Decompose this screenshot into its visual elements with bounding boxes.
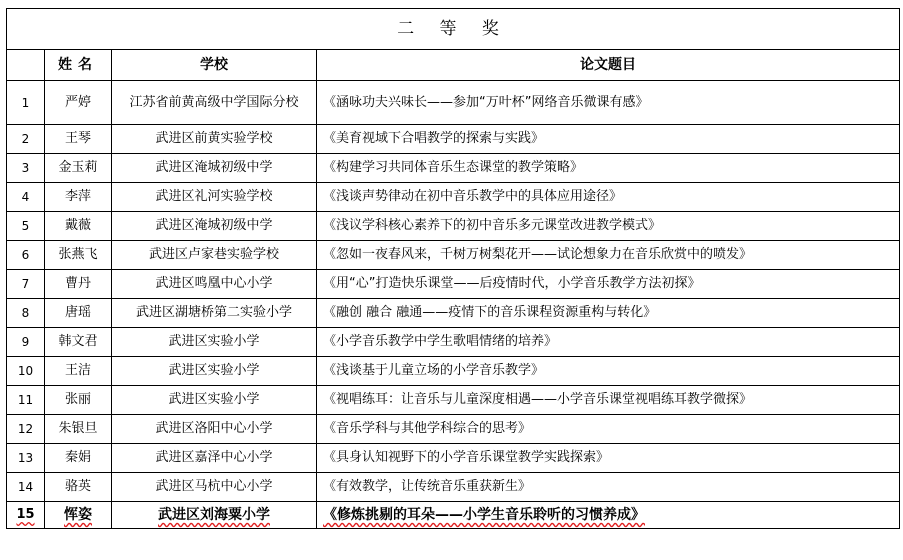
award-table [6, 8, 900, 529]
table-row [7, 154, 900, 183]
table-row [7, 444, 900, 473]
row-topic: 《忽如一夜春风来，千树万树梨花开——试论想象力在音乐欣赏中的喷发》 [317, 241, 900, 270]
row-school [112, 502, 317, 529]
row-number: 11 [7, 386, 45, 415]
row-number: 2 [7, 125, 45, 154]
row-name: 严婷 [45, 81, 112, 125]
row-name: 朱银旦 [45, 415, 112, 444]
row-name: 张丽 [45, 386, 112, 415]
row-number: 5 [7, 212, 45, 241]
table-row [7, 241, 900, 270]
row-topic: 《小学音乐教学中学生歌唱情绪的培养》 [317, 328, 900, 357]
row-school: 武进区鸣凰中心小学 [112, 270, 317, 299]
row-number: 14 [7, 473, 45, 502]
row-school: 武进区洛阳中心小学 [112, 415, 317, 444]
table-row [7, 212, 900, 241]
table-row [7, 125, 900, 154]
row-name: 张燕飞 [45, 241, 112, 270]
row-number: 1 [7, 81, 45, 125]
row-number: 7 [7, 270, 45, 299]
row-school: 江苏省前黄高级中学国际分校 [112, 81, 317, 125]
row-school: 武进区卢家巷实验学校 [112, 241, 317, 270]
row-topic: 《融创 融合 融通——疫情下的音乐课程资源重构与转化》 [317, 299, 900, 328]
row-topic: 《浅谈声势律动在初中音乐教学中的具体应用途径》 [317, 183, 900, 212]
row-school: 武进区嘉泽中心小学 [112, 444, 317, 473]
row-number: 12 [7, 415, 45, 444]
header-row [7, 50, 900, 81]
row-name: 戴薇 [45, 212, 112, 241]
header-name: 姓名 [45, 50, 112, 81]
row-school-text: 武进区刘海粟小学 [158, 507, 270, 523]
row-number: 3 [7, 154, 45, 183]
row-school: 武进区礼河实验学校 [112, 183, 317, 212]
row-school: 武进区实验小学 [112, 386, 317, 415]
row-school: 武进区实验小学 [112, 357, 317, 386]
table-row [7, 81, 900, 125]
row-topic: 《具身认知视野下的小学音乐课堂教学实践探索》 [317, 444, 900, 473]
row-name: 骆英 [45, 473, 112, 502]
row-topic-text: 《修炼挑剔的耳朵——小学生音乐聆听的习惯养成》 [323, 507, 645, 523]
row-name [45, 502, 112, 529]
row-name: 李萍 [45, 183, 112, 212]
row-school: 武进区马杭中心小学 [112, 473, 317, 502]
row-topic: 《涵咏功夫兴味长——参加“万叶杯”网络音乐微课有感》 [317, 81, 900, 125]
row-name: 曹丹 [45, 270, 112, 299]
row-topic: 《用“心”打造快乐课堂——后疫情时代，小学音乐教学方法初探》 [317, 270, 900, 299]
row-number: 6 [7, 241, 45, 270]
header-topic: 论文题目 [317, 50, 900, 81]
row-name: 唐瑶 [45, 299, 112, 328]
table-row [7, 328, 900, 357]
table-row-highlighted [7, 502, 900, 529]
table-row [7, 386, 900, 415]
header-school: 学校 [112, 50, 317, 81]
row-topic: 《美育视域下合唱教学的探索与实践》 [317, 125, 900, 154]
row-number: 9 [7, 328, 45, 357]
table-row [7, 473, 900, 502]
row-number: 13 [7, 444, 45, 473]
table-row [7, 357, 900, 386]
row-topic: 《浅谈基于儿童立场的小学音乐教学》 [317, 357, 900, 386]
row-name: 韩文君 [45, 328, 112, 357]
row-number: 8 [7, 299, 45, 328]
row-school: 武进区湖塘桥第二实验小学 [112, 299, 317, 328]
row-number [7, 502, 45, 529]
row-name: 秦娟 [45, 444, 112, 473]
row-name: 王琴 [45, 125, 112, 154]
row-number: 4 [7, 183, 45, 212]
table-row [7, 270, 900, 299]
table-row [7, 299, 900, 328]
row-topic [317, 502, 900, 529]
row-name-text: 恽姿 [64, 507, 92, 523]
row-school: 武进区淹城初级中学 [112, 212, 317, 241]
row-name: 王洁 [45, 357, 112, 386]
row-name: 金玉莉 [45, 154, 112, 183]
row-topic: 《有效教学，让传统音乐重获新生》 [317, 473, 900, 502]
award-title: 二 等 奖 [7, 9, 900, 50]
row-number-text: 15 [16, 507, 35, 522]
header-index [7, 50, 45, 81]
row-school: 武进区实验小学 [112, 328, 317, 357]
row-topic: 《音乐学科与其他学科综合的思考》 [317, 415, 900, 444]
row-topic: 《浅议学科核心素养下的初中音乐多元课堂改进教学模式》 [317, 212, 900, 241]
table-row [7, 415, 900, 444]
row-number: 10 [7, 357, 45, 386]
row-topic: 《视唱练耳：让音乐与儿童深度相遇——小学音乐课堂视唱练耳教学微探》 [317, 386, 900, 415]
row-school: 武进区淹城初级中学 [112, 154, 317, 183]
row-topic: 《构建学习共同体音乐生态课堂的教学策略》 [317, 154, 900, 183]
table-row [7, 183, 900, 212]
row-school: 武进区前黄实验学校 [112, 125, 317, 154]
